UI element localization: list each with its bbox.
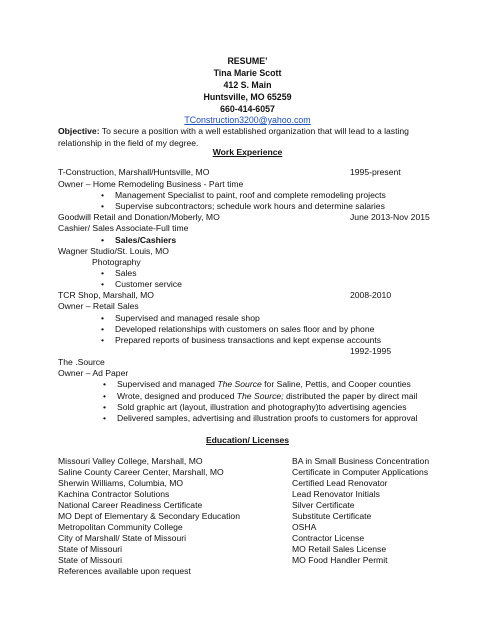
job-bullet: • Developed relationships with customers on sales floor and by phone <box>115 324 374 334</box>
job-title: Owner – Retail Sales <box>58 301 139 311</box>
credential-item: Contractor License <box>292 533 365 543</box>
education-item: National Career Readiness Certificate <box>58 500 203 510</box>
work-experience-heading: Work Experience <box>212 147 283 157</box>
credential-item: Substitute Certificate <box>292 511 372 521</box>
job-bullet: • Sales <box>115 268 137 278</box>
credential-item: BA in Small Business Concentration <box>292 456 430 466</box>
city-state-zip: Huntsville, MO 65259 <box>203 92 292 102</box>
objective <box>58 126 438 149</box>
references-note: References available upon request <box>58 566 191 576</box>
credential-item: Certified Lead Renovator <box>292 478 388 488</box>
credential-item: Silver Certificate <box>292 500 355 510</box>
education-heading: Education/ Licenses <box>205 435 290 445</box>
job-dates: 2008-2010 <box>350 290 392 300</box>
job-bullet: • Supervised and managed resale shop <box>115 313 260 323</box>
job-bullet: • Supervise subcontractors; schedule work hours and determine salaries <box>115 201 385 211</box>
job-bullet: • Sold graphic art (layout, illustration and photography)to advertising agencies <box>117 402 407 412</box>
job-company: Goodwill Retail and Donation/Moberly, MO <box>58 212 220 222</box>
education-item: Sherwin Williams, Columbia, MO <box>58 478 184 488</box>
job-title: Owner – Home Remodeling Business - Part time <box>58 179 244 189</box>
job-dates: 1995-present <box>350 167 401 177</box>
job-bullet: • Customer service <box>115 279 182 289</box>
job-company: Wagner Studio/St. Louis, MO <box>58 246 169 256</box>
credential-item: MO Retail Sales License <box>292 544 387 554</box>
credential-item: Certificate in Computer Applications <box>292 467 429 477</box>
objective-label: Objective: <box>58 126 100 136</box>
education-item: MO Dept of Elementary & Secondary Education <box>58 511 240 521</box>
job-dates: June 2013-Nov 2015 <box>350 212 430 222</box>
job-bullet: • Delivered samples, advertising and illustration proofs to customers for approval <box>117 413 417 423</box>
education-item: Missouri Valley College, Marshall, MO <box>58 456 203 466</box>
job-dates: 1992-1995 <box>350 346 392 356</box>
job-bullet: • Management Specialist to paint, roof and complete remodeling projects <box>115 190 386 200</box>
credential-item: OSHA <box>292 522 317 532</box>
education-item: Kachina Contractor Solutions <box>58 489 170 499</box>
applicant-name: Tina Marie Scott <box>213 68 282 78</box>
job-bullet: • Wrote, designed and produced The Source; distributed the paper by direct mail <box>117 391 417 401</box>
education-item: Saline County Career Center, Marshall, MO <box>58 467 224 477</box>
job-company: The .Source <box>58 357 105 367</box>
job-title: Cashier/ Sales Associate-Full time <box>58 223 189 233</box>
phone-number: 660-414-6057 <box>220 104 275 114</box>
credential-item: MO Food Handler Permit <box>292 555 388 565</box>
education-item: City of Marshall/ State of Missouri <box>58 533 186 543</box>
credential-item: Lead Renovator Initials <box>292 489 380 499</box>
job-title: Owner – Ad Paper <box>58 368 129 378</box>
email-link[interactable]: TConstruction3200@yahoo.com <box>184 115 311 125</box>
education-item: State of Missouri <box>58 555 122 565</box>
education-item: State of Missouri <box>58 544 122 554</box>
resume-title: RESUME’ <box>227 56 268 66</box>
job-bullet: • Sales/Cashiers <box>115 235 176 245</box>
street-address: 412 S. Main <box>223 80 272 90</box>
objective-text: To secure a position with a well established organization that will lead to a lasting relationship in the field of my degree. <box>58 126 409 148</box>
job-bullet: • Supervised and managed The Source for Saline, Pettis, and Cooper counties <box>117 379 411 389</box>
job-company: TCR Shop, Marshall, MO <box>58 290 154 300</box>
education-item: Metropolitan Community College <box>58 522 183 532</box>
job-bullet: • Prepared reports of business transactions and kept expense accounts <box>115 335 381 345</box>
job-company: T-Construction, Marshall/Huntsville, MO <box>58 167 210 177</box>
job-title: Photography <box>92 257 141 267</box>
